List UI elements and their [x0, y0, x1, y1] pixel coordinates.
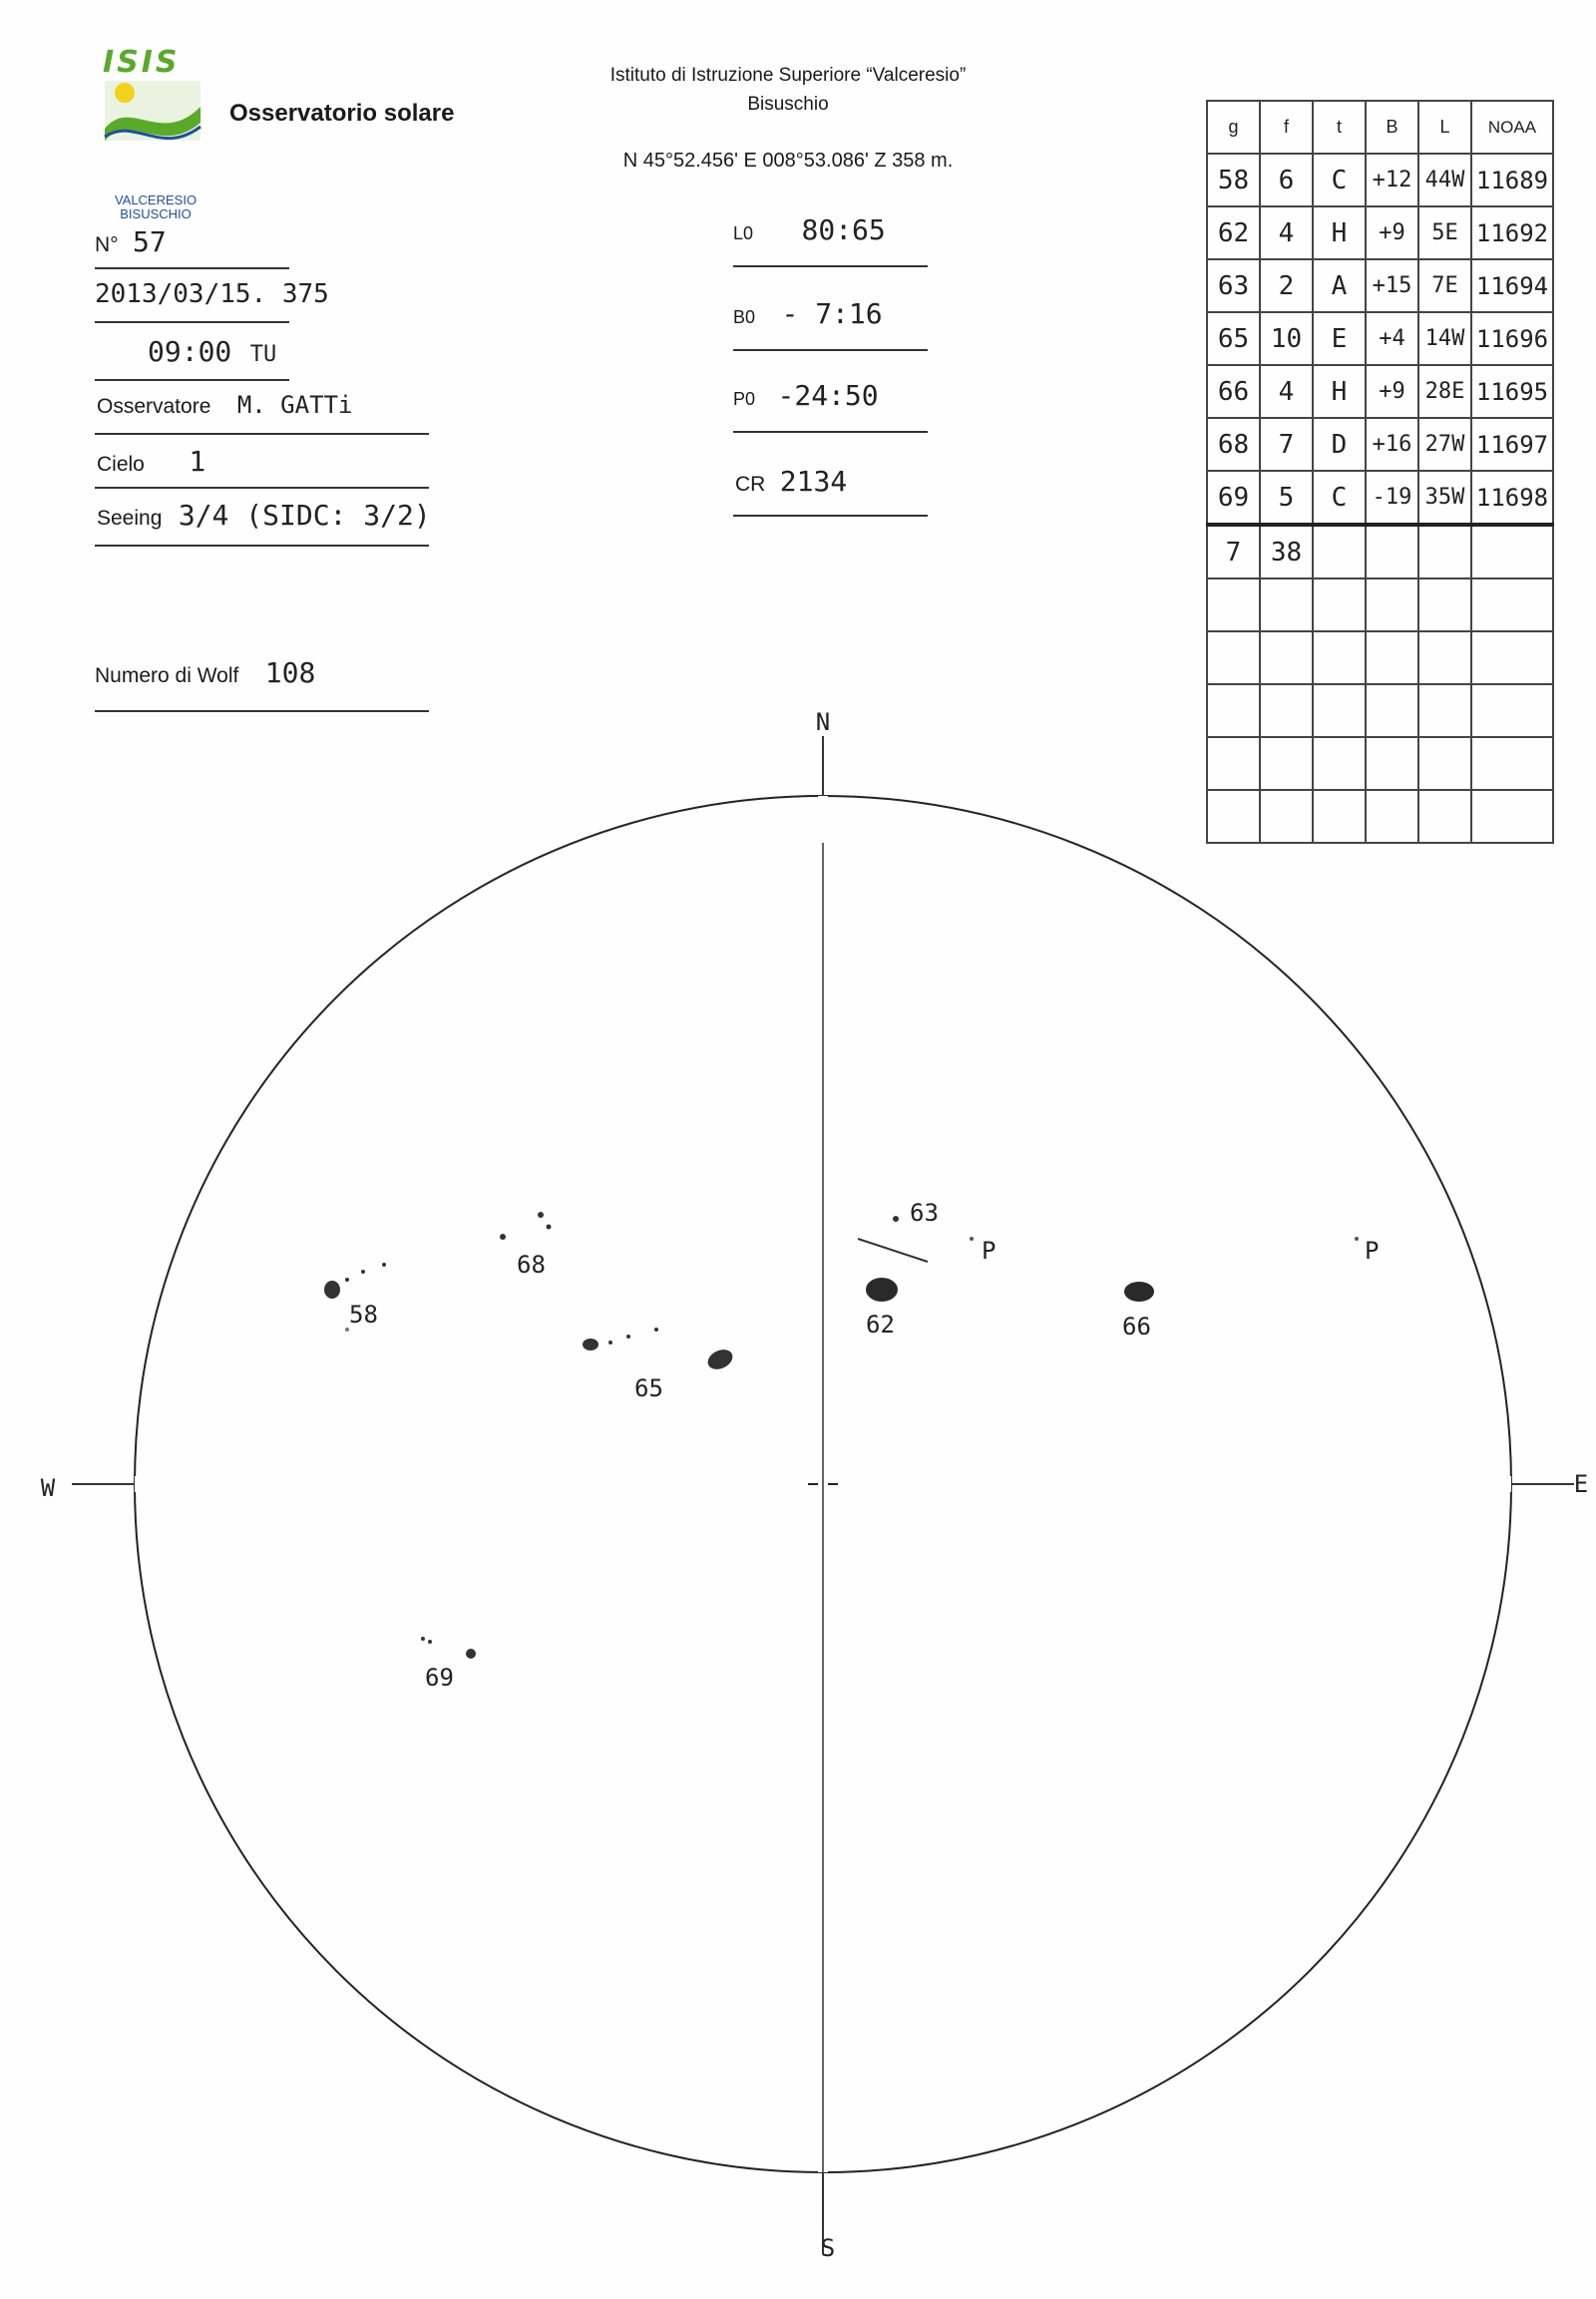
institute-name: Istituto di Istruzione Superiore “Valceresio”: [609, 65, 967, 86]
west-label: W: [40, 1474, 56, 1502]
sunspot: [547, 1225, 552, 1230]
table-cell: 7: [1260, 418, 1313, 471]
wolf-label: Numero di Wolf: [95, 664, 239, 687]
spot-label-66: 66: [1122, 1313, 1151, 1341]
table-cell: C: [1313, 471, 1366, 525]
sunspot: [626, 1335, 630, 1339]
table-cell: 11689: [1471, 154, 1553, 206]
col-header: g: [1207, 101, 1260, 154]
table-cell: 14W: [1418, 312, 1471, 365]
cr-value: 2134: [779, 465, 848, 498]
spot-group-69: [421, 1637, 476, 1692]
table-cell: 11698: [1471, 471, 1553, 525]
south-label: S: [820, 2234, 836, 2262]
col-header: NOAA: [1471, 101, 1553, 154]
wolf-value: 108: [264, 656, 316, 689]
table-cell: 11696: [1471, 312, 1553, 365]
table-cell: +15: [1366, 259, 1418, 312]
spot-group-63: [858, 1199, 996, 1265]
table-cell: H: [1313, 365, 1366, 418]
table-cell: 65: [1207, 312, 1260, 365]
site-coordinates: N 45°52.456' E 008°53.086' Z 358 m.: [622, 150, 954, 172]
sunspot: [382, 1263, 386, 1267]
table-cell: 4: [1260, 206, 1313, 259]
table-cell: 5E: [1418, 206, 1471, 259]
observer-value: M. GATTi: [236, 391, 353, 419]
sunspot: [538, 1212, 544, 1218]
table-cell: +4: [1366, 312, 1418, 365]
table-cell: 11692: [1471, 206, 1553, 259]
table-cell: 11694: [1471, 259, 1553, 312]
sky-label: Cielo: [97, 453, 145, 476]
sunspot: [500, 1234, 506, 1240]
spot-group-58: [324, 1263, 386, 1332]
p-mark-63: P: [982, 1237, 997, 1265]
table-cell: 6: [1260, 154, 1313, 206]
col-header: L: [1418, 101, 1471, 154]
sunspot: [893, 1216, 899, 1222]
table-cell: 58: [1207, 154, 1260, 206]
cr-label: CR: [735, 473, 766, 496]
b0-value: - 7:16: [781, 297, 883, 330]
sunspot: [345, 1278, 349, 1282]
spot-label-62: 62: [866, 1311, 895, 1339]
spot-label-69: 69: [425, 1664, 454, 1692]
table-cell: E: [1313, 312, 1366, 365]
spot-label-65: 65: [634, 1374, 663, 1402]
sunspot: [704, 1345, 735, 1372]
spot-label-63: 63: [910, 1199, 939, 1227]
seeing-label: Seeing: [97, 507, 163, 530]
table-cell: 4: [1260, 365, 1313, 418]
observation-date: 2013/03/15. 375: [95, 279, 329, 309]
sunspot: [421, 1637, 425, 1641]
table-cell: 11695: [1471, 365, 1553, 418]
table-cell: 38: [1260, 525, 1313, 578]
sunspot: [608, 1341, 612, 1344]
table-cell: 66: [1207, 365, 1260, 418]
institute-town: Bisuschio: [747, 94, 829, 115]
table-cell: 69: [1207, 471, 1260, 525]
observatory-title: Osservatorio solare: [229, 100, 455, 127]
logo-line1: VALCERESIO: [114, 192, 198, 207]
group-axis-line: [858, 1239, 928, 1262]
table-cell: 2: [1260, 259, 1313, 312]
time-value: 09:00: [148, 335, 232, 368]
table-cell: 11697: [1471, 418, 1553, 471]
table-cell: -19: [1366, 471, 1418, 525]
spot-label-58: 58: [349, 1301, 378, 1329]
table-cell: 7E: [1418, 259, 1471, 312]
table-cell: +16: [1366, 418, 1418, 471]
col-header: t: [1313, 101, 1366, 154]
col-header: f: [1260, 101, 1313, 154]
table-cell: A: [1313, 259, 1366, 312]
sunspot: [970, 1237, 974, 1241]
table-cell: 44W: [1418, 154, 1471, 206]
sunspot: [1355, 1237, 1359, 1241]
b0-label: B0: [733, 307, 756, 327]
table-cell: +9: [1366, 206, 1418, 259]
north-label: N: [815, 708, 831, 736]
table-cell: 62: [1207, 206, 1260, 259]
table-cell: 63: [1207, 259, 1260, 312]
sunspot: [1124, 1282, 1154, 1302]
col-header: B: [1366, 101, 1418, 154]
table-cell: +9: [1366, 365, 1418, 418]
time-unit: TU: [249, 342, 277, 367]
p0-label: P0: [733, 389, 756, 409]
sunspot: [866, 1278, 898, 1302]
east-label: E: [1573, 1470, 1589, 1498]
table-cell: 7: [1207, 525, 1260, 578]
sunspot: [324, 1281, 340, 1299]
observer-label: Osservatore: [97, 395, 211, 418]
number-value: 57: [133, 225, 167, 258]
seeing-value: 3/4 (SIDC: 3/2): [178, 499, 431, 532]
table-cell: 68: [1207, 418, 1260, 471]
p0-value: -24:50: [777, 379, 879, 412]
sunspot: [583, 1339, 598, 1350]
table-cell: 27W: [1418, 418, 1471, 471]
spot-group-68: [500, 1212, 552, 1279]
spot-group-62: [866, 1278, 898, 1339]
number-label: N°: [95, 233, 119, 256]
table-cell: 28E: [1418, 365, 1471, 418]
table-cell: D: [1313, 418, 1366, 471]
sunspot: [428, 1640, 432, 1644]
spot-group-66: [1122, 1237, 1379, 1341]
table-cell: 10: [1260, 312, 1313, 365]
l0-label: L0: [733, 223, 754, 243]
table-cell: 5: [1260, 471, 1313, 525]
logo-isis-text: ISIS: [103, 45, 181, 80]
l0-value: 80:65: [801, 213, 886, 246]
sunspot: [466, 1649, 476, 1659]
sunspot: [361, 1270, 365, 1274]
logo-line2: BISUSCHIO: [120, 206, 192, 221]
spot-label-68: 68: [517, 1251, 546, 1279]
spot-group-65: [583, 1328, 736, 1402]
table-cell: H: [1313, 206, 1366, 259]
sunspot: [654, 1328, 658, 1332]
table-cell: 35W: [1418, 471, 1471, 525]
table-cell: C: [1313, 154, 1366, 206]
sky-value: 1: [189, 445, 206, 478]
table-cell: +12: [1366, 154, 1418, 206]
p-mark-66: P: [1365, 1237, 1380, 1265]
